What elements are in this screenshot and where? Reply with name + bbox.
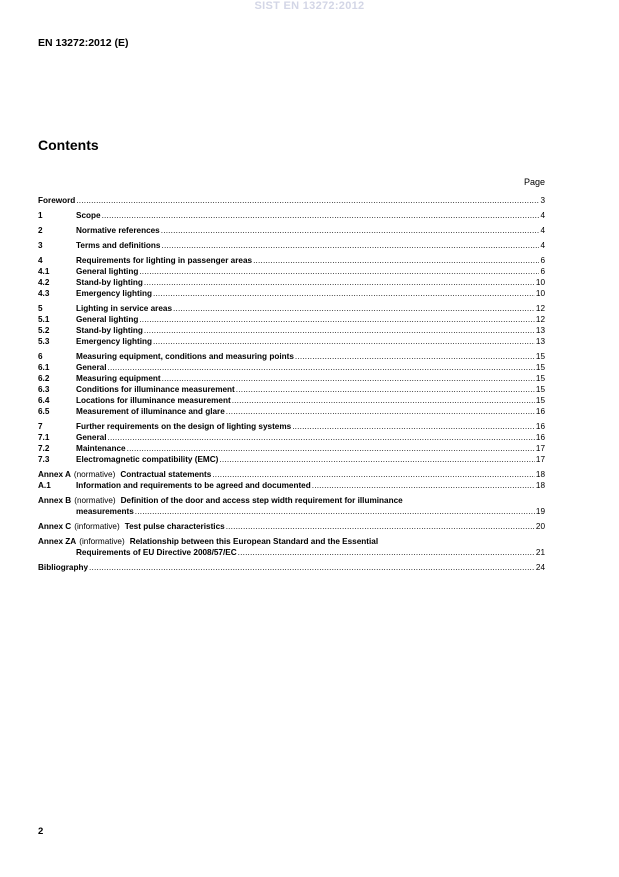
toc-entry-foreword[interactable]: Foreword ..... 3 [38, 195, 545, 206]
toc-entry-annex-c[interactable]: Annex C (informative) Test pulse characteristics ..... 20 [38, 521, 545, 532]
toc-entry-6-1[interactable]: 6.1 General ..... 15 [38, 362, 545, 373]
toc-entry-6-2[interactable]: 6.2 Measuring equipment ..... 15 [38, 373, 545, 384]
toc-entry-7-2[interactable]: 7.2 Maintenance ..... 17 [38, 443, 545, 454]
toc-entry-5-1[interactable]: 5.1 General lighting ..... 12 [38, 314, 545, 325]
page-number: 2 [38, 826, 44, 837]
toc-entry-scope[interactable]: 1 Scope ..... 4 [38, 210, 545, 221]
toc-entry-annex-b[interactable]: Annex B (normative) Definition of the door and access step width requirement for illuminance [38, 496, 403, 505]
toc-entry-annex-a[interactable]: Annex A (normative) Contractual statements ..... 18 [38, 469, 545, 480]
toc-entry-section-7[interactable]: 7 Further requirements on the design of lighting systems ..... 16 [38, 421, 545, 432]
toc-entry-6-4[interactable]: 6.4 Locations for illuminance measurement ..... 15 [38, 395, 545, 406]
toc-entry-normative-references[interactable]: 2 Normative references ..... 4 [38, 225, 545, 236]
document-id: EN 13272:2012 (E) [38, 37, 129, 49]
toc-entry-6-5[interactable]: 6.5 Measurement of illuminance and glare ..... 16 [38, 406, 545, 417]
contents-title: Contents [38, 137, 99, 153]
toc-entry-7-3[interactable]: 7.3 Electromagnetic compatibility (EMC) ..... 17 [38, 454, 545, 465]
table-of-contents [38, 195, 545, 577]
watermark: SIST EN 13272:2012 [254, 0, 365, 12]
toc-entry-section-4[interactable]: 4 Requirements for lighting in passenger areas ..... 6 [38, 255, 545, 266]
toc-entry-7-1[interactable]: 7.1 General ..... 16 [38, 432, 545, 443]
toc-entry-terms-and-definitions[interactable]: 3 Terms and definitions ..... 4 [38, 240, 545, 251]
toc-entry-6-3[interactable]: 6.3 Conditions for illuminance measurement ..... 15 [38, 384, 545, 395]
toc-entry-annex-b-cont[interactable]: measurements ..... 19 [38, 506, 545, 517]
toc-entry-5-3[interactable]: 5.3 Emergency lighting ..... 13 [38, 336, 545, 347]
toc-entry-bibliography[interactable]: Bibliography ..... 24 [38, 562, 545, 573]
toc-entry-4-1[interactable]: 4.1 General lighting ..... 6 [38, 266, 545, 277]
toc-entry-annex-za[interactable]: Annex ZA (informative) Relationship between this European Standard and the Essential [38, 537, 379, 546]
toc-entry-section-6[interactable]: 6 Measuring equipment, conditions and measuring points ..... 15 [38, 351, 545, 362]
toc-entry-annex-za-cont[interactable]: Requirements of EU Directive 2008/57/EC ..... 21 [38, 547, 545, 558]
toc-entry-4-2[interactable]: 4.2 Stand-by lighting ..... 10 [38, 277, 545, 288]
toc-entry-4-3[interactable]: 4.3 Emergency lighting ..... 10 [38, 288, 545, 299]
page-column-label: Page [523, 177, 545, 187]
toc-entry-section-5[interactable]: 5 Lighting in service areas ..... 12 [38, 303, 545, 314]
toc-entry-a-1[interactable]: A.1 Information and requirements to be agreed and documented ..... 18 [38, 480, 545, 491]
toc-entry-5-2[interactable]: 5.2 Stand-by lighting ..... 13 [38, 325, 545, 336]
